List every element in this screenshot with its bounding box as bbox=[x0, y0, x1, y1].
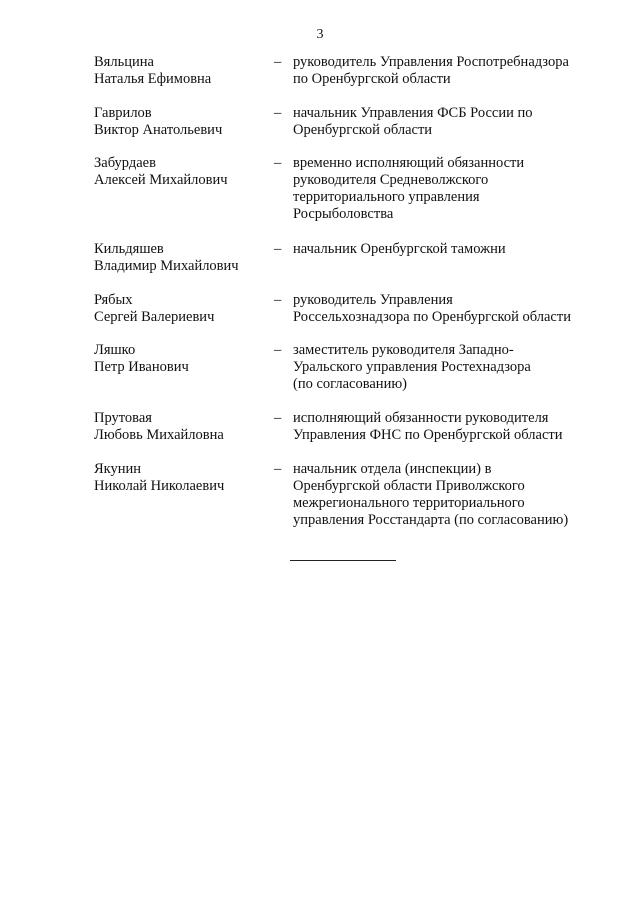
desc-line: руководителя Средневолжского bbox=[293, 172, 489, 188]
desc-line: управления Росстандарта (по согласованию) bbox=[293, 512, 569, 528]
surname: Забурдаев bbox=[94, 155, 156, 171]
position-description bbox=[293, 342, 593, 393]
desc-line: Оренбургской области Приволжского bbox=[293, 478, 525, 494]
given-names: Виктор Анатольевич bbox=[94, 122, 223, 138]
person-name bbox=[94, 155, 274, 189]
dash: – bbox=[274, 155, 282, 171]
given-names: Петр Иванович bbox=[94, 359, 189, 375]
desc-line: начальник Оренбургской таможни bbox=[293, 241, 506, 257]
desc-line: исполняющий обязанности руководителя bbox=[293, 410, 549, 426]
desc-line: Россельхознадзора по Оренбургской области bbox=[293, 309, 571, 325]
dash: – bbox=[274, 461, 282, 477]
position-description bbox=[293, 105, 593, 139]
desc-line: руководитель Управления bbox=[293, 292, 453, 308]
desc-line: Управления ФНС по Оренбургской области bbox=[293, 427, 563, 443]
desc-line: временно исполняющий обязанности bbox=[293, 155, 525, 171]
dash: – bbox=[274, 342, 282, 358]
surname: Гаврилов bbox=[94, 105, 152, 121]
desc-line: по Оренбургской области bbox=[293, 71, 451, 87]
position-description bbox=[293, 155, 593, 223]
given-names: Алексей Михайлович bbox=[94, 172, 228, 188]
given-names: Любовь Михайловна bbox=[94, 427, 224, 443]
surname: Якунин bbox=[94, 461, 142, 477]
desc-line: руководитель Управления Роспотребнадзора bbox=[293, 54, 569, 70]
given-names: Николай Николаевич bbox=[94, 478, 225, 494]
given-names: Сергей Валериевич bbox=[94, 309, 215, 325]
person-name bbox=[94, 54, 274, 88]
given-names: Владимир Михайлович bbox=[94, 258, 239, 274]
dash: – bbox=[274, 241, 282, 257]
desc-line: заместитель руководителя Западно- bbox=[293, 342, 514, 358]
surname: Рябых bbox=[94, 292, 133, 308]
person-name bbox=[94, 241, 274, 275]
desc-line: Уральского управления Ростехнадзора bbox=[293, 359, 531, 375]
page-number: 3 bbox=[316, 27, 324, 42]
desc-line: Росрыболовства bbox=[293, 206, 394, 222]
end-divider bbox=[290, 560, 396, 561]
surname: Вяльцина bbox=[94, 54, 154, 70]
position-description bbox=[293, 54, 593, 88]
surname: Прутовая bbox=[94, 410, 152, 426]
person-name bbox=[94, 342, 274, 376]
surname: Ляшко bbox=[94, 342, 136, 358]
position-description bbox=[293, 461, 593, 529]
person-name bbox=[94, 410, 274, 444]
dash: – bbox=[274, 105, 282, 121]
person-name bbox=[94, 105, 274, 139]
desc-line: начальник отдела (инспекции) в bbox=[293, 461, 492, 477]
position-description bbox=[293, 241, 593, 258]
given-names: Наталья Ефимовна bbox=[94, 71, 212, 87]
surname: Кильдяшев bbox=[94, 241, 164, 257]
desc-line: (по согласованию) bbox=[293, 376, 407, 392]
position-description bbox=[293, 292, 593, 326]
desc-line: территориального управления bbox=[293, 189, 480, 205]
dash: – bbox=[274, 410, 282, 426]
person-name bbox=[94, 292, 274, 326]
dash: – bbox=[274, 54, 282, 70]
desc-line: межрегионального территориального bbox=[293, 495, 525, 511]
position-description bbox=[293, 410, 593, 444]
person-name bbox=[94, 461, 274, 495]
desc-line: начальник Управления ФСБ России по bbox=[293, 105, 533, 121]
desc-line: Оренбургской области bbox=[293, 122, 433, 138]
dash: – bbox=[274, 292, 282, 308]
